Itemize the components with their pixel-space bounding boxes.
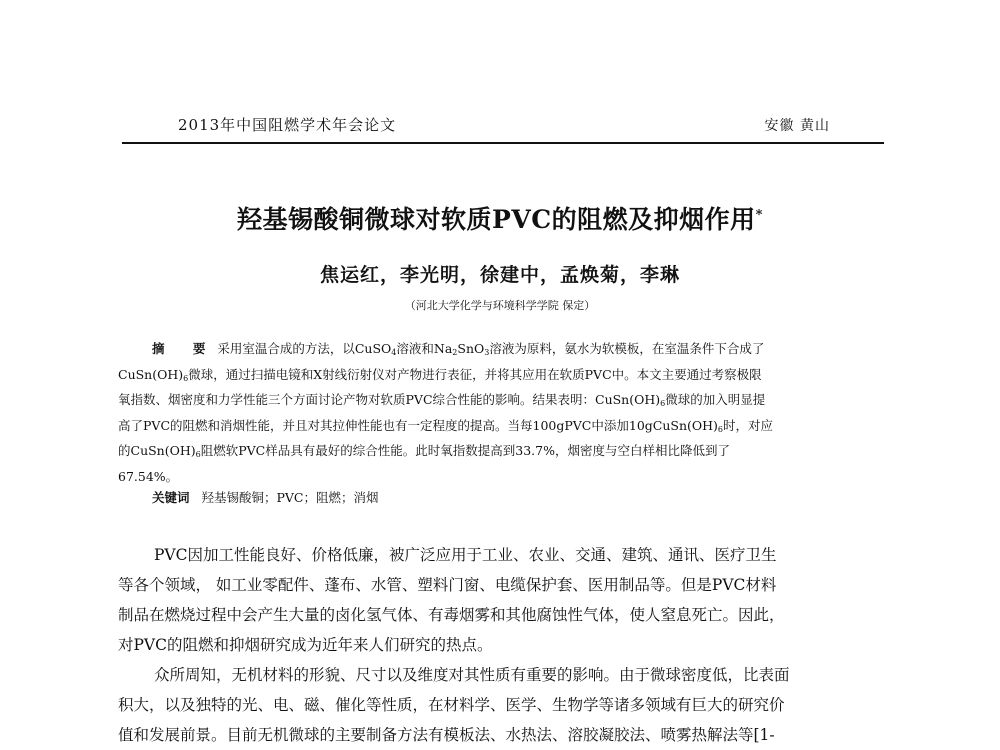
abstract-text: 溶液和Na xyxy=(396,341,453,356)
body-line: 等各个领域， 如工业零配件、蓬布、水管、塑料门窗、电缆保护套、医用制品等。但是PVC材料 xyxy=(118,576,777,594)
abstract-line-1 xyxy=(118,338,888,364)
abstract-text: 采用室温合成的方法，以CuSO xyxy=(217,341,392,356)
abstract-text: SnO xyxy=(457,341,485,356)
running-header xyxy=(122,112,884,144)
abstract-label: 摘 要 xyxy=(152,341,218,356)
keywords-line xyxy=(118,487,888,509)
body-line: PVC因加工性能良好、价格低廉，被广泛应用于工业、农业、交通、建筑、通讯、医疗卫生 xyxy=(154,546,777,564)
title-footnote-mark: * xyxy=(755,207,763,223)
body-line: 值和发展前景。目前无机微球的主要制备方法有模板法、水热法、溶胶凝胶法、喷雾热解法等[1- xyxy=(118,726,775,744)
keywords-label: 关键词 xyxy=(152,490,190,505)
abstract-line-2 xyxy=(118,364,888,390)
keywords-text: 羟基锡酸铜；PVC；阻燃；消烟 xyxy=(201,490,379,505)
abstract-text: 时，对应 xyxy=(723,417,774,433)
subscript: 2 xyxy=(452,348,458,357)
conference-location: 安徽 黄山 xyxy=(764,118,830,134)
paper-title xyxy=(0,200,1000,236)
abstract-line-5 xyxy=(118,440,888,466)
abstract-line-6: 67.54%。 xyxy=(118,468,179,484)
abstract-text: CuSn(OH) xyxy=(118,366,184,382)
abstract-line-3 xyxy=(118,389,888,415)
abstract-text: 高了PVC的阻燃和消烟性能，并且对其拉伸性能也有一定程度的提高。当每100gPVC中添加10gCuSn(OH) xyxy=(118,417,718,433)
author-list: 焦运红，李光明，徐建中，孟焕菊，李琳 xyxy=(319,264,680,286)
abstract xyxy=(118,338,888,509)
abstract-text: 氧指数、烟密度和力学性能三个方面讨论产物对软质PVC综合性能的影响。结果表明：CuSn(OH) xyxy=(118,392,661,407)
abstract-text: 微球的加入明显提 xyxy=(665,392,766,407)
paper-title-text: 羟基锡酸铜微球对软质PVC的阻燃及抑烟作用 xyxy=(237,205,756,234)
abstract-line-4 xyxy=(118,415,888,441)
body-line: 对PVC的阻燃和抑烟研究成为近年来人们研究的热点。 xyxy=(118,636,493,654)
conference-name: 2013年中国阻燃学术年会论文 xyxy=(178,116,397,134)
subscript: 3 xyxy=(484,348,490,357)
abstract-text: 微球，通过扫描电镜和X射线衍射仪对产物进行表征，并将其应用在软质PVC中。本文主要通过考察极限 xyxy=(188,366,762,382)
abstract-text: 阻燃软PVC样品具有最好的综合性能。此时氧指数提高到33.7%，烟密度与空白样相比降低到了 xyxy=(200,443,730,458)
subscript: 6 xyxy=(195,450,201,459)
body-line: 众所周知，无机材料的形貌、尺寸以及维度对其性质有重要的影响。由于微球密度低，比表面 xyxy=(154,666,790,684)
body-line: 制品在燃烧过程中会产生大量的卤化氢气体、有毒烟雾和其他腐蚀性气体，使人窒息死亡。因此， xyxy=(118,606,785,624)
subscript: 4 xyxy=(391,348,397,357)
body-text xyxy=(118,540,888,750)
abstract-text: 溶液为原料，氨水为软模板，在室温条件下合成了 xyxy=(489,341,765,356)
subscript: 6 xyxy=(717,424,723,434)
subscript: 6 xyxy=(660,399,666,408)
abstract-text: 的CuSn(OH) xyxy=(118,443,196,458)
subscript: 6 xyxy=(183,373,189,383)
body-line: 积大，以及独特的光、电、磁、催化等性质，在材料学、医学、生物学等诸多领域有巨大的研究价 xyxy=(118,696,785,714)
affiliation: （河北大学化学与环境科学学院 保定） xyxy=(404,299,596,312)
